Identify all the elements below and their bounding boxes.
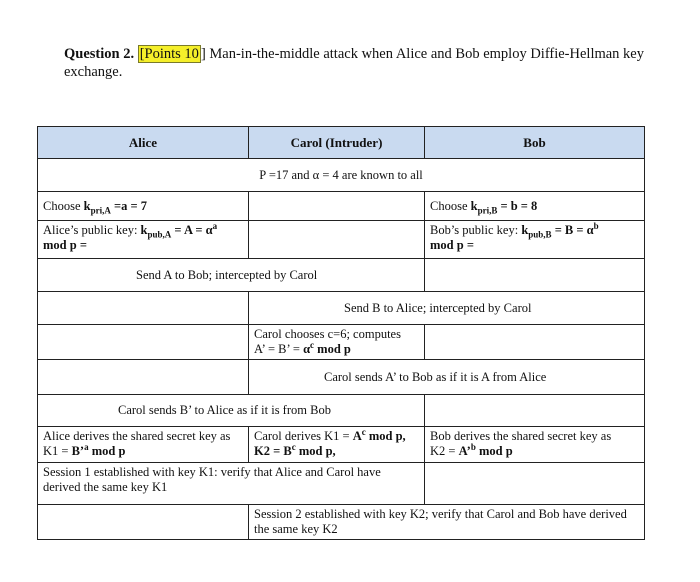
carol-public-empty <box>249 221 425 259</box>
session1-row <box>38 463 645 505</box>
carol-sends-a-row <box>38 360 645 395</box>
question-body: ] Man-in-the-middle attack when Alice and Bob employ Diffie-Hellman key exchange. <box>64 46 644 80</box>
bob-choose: Choose $k_{pri,B} = b = 8$ <box>425 192 645 221</box>
header-row <box>38 127 645 159</box>
header-bob: Bob <box>425 127 645 159</box>
send-a-empty <box>425 259 645 292</box>
carol-compute-row <box>38 325 645 360</box>
known-row <box>38 159 645 192</box>
points-highlight: [Points 10 <box>139 46 199 62</box>
carol-computes: Carol chooses c=6; computes A’ = B’ = $\alpha^c$ mod p <box>249 325 425 360</box>
carol-sends-b-bob-empty <box>425 395 645 427</box>
question-text <box>64 45 644 81</box>
carol-compute-alice-empty <box>38 325 249 360</box>
known-params: P =17 and α = 4 are known to all <box>38 159 645 192</box>
derive-row <box>38 427 645 463</box>
bob-public-key: Bob’s public key: $k_{pub,B} = B = \alpha^b$ mod p = <box>425 221 645 259</box>
choose-row <box>38 192 645 221</box>
session1-text: Session 1 established with key K1: verify that Alice and Carol have derived the same key K1 <box>38 463 425 505</box>
dh-attack-table <box>37 126 645 540</box>
carol-sends-b-row <box>38 395 645 427</box>
alice-choose: Choose $k_{pri,A} =a = 7$ <box>38 192 249 221</box>
carol-sends-a-alice-empty <box>38 360 249 395</box>
carol-choose-empty <box>249 192 425 221</box>
question-label: Question 2. <box>64 46 135 62</box>
session2-row <box>38 505 645 540</box>
alice-public-key: Alice’s public key: $k_{pub,A} = A = \alpha^a$ mod p = <box>38 221 249 259</box>
carol-derives: Carol derives $K1 = A^c$ mod p, $K2 = B^c$ mod p, <box>249 427 425 463</box>
public-key-row <box>38 221 645 259</box>
header-alice: Alice <box>38 127 249 159</box>
bob-derives: Bob derives the shared secret key as K2 = A’$^b$ mod p <box>425 427 645 463</box>
send-a-row <box>38 259 645 292</box>
carol-compute-bob-empty <box>425 325 645 360</box>
session2-text: Session 2 established with key K2; verify that Carol and Bob have derived the same key K2 <box>249 505 645 540</box>
carol-sends-a-text: Carol sends A’ to Bob as if it is A from Alice <box>249 360 645 395</box>
send-a-text: Send A to Bob; intercepted by Carol <box>38 259 425 292</box>
send-b-empty <box>38 292 249 325</box>
send-b-row <box>38 292 645 325</box>
alice-derives: Alice derives the shared secret key as K1 = B’$^a$ mod p <box>38 427 249 463</box>
session1-bob-empty <box>425 463 645 505</box>
header-carol: Carol (Intruder) <box>249 127 425 159</box>
send-b-text: Send B to Alice; intercepted by Carol <box>249 292 645 325</box>
carol-sends-b-text: Carol sends B’ to Alice as if it is from Bob <box>38 395 425 427</box>
session2-alice-empty <box>38 505 249 540</box>
